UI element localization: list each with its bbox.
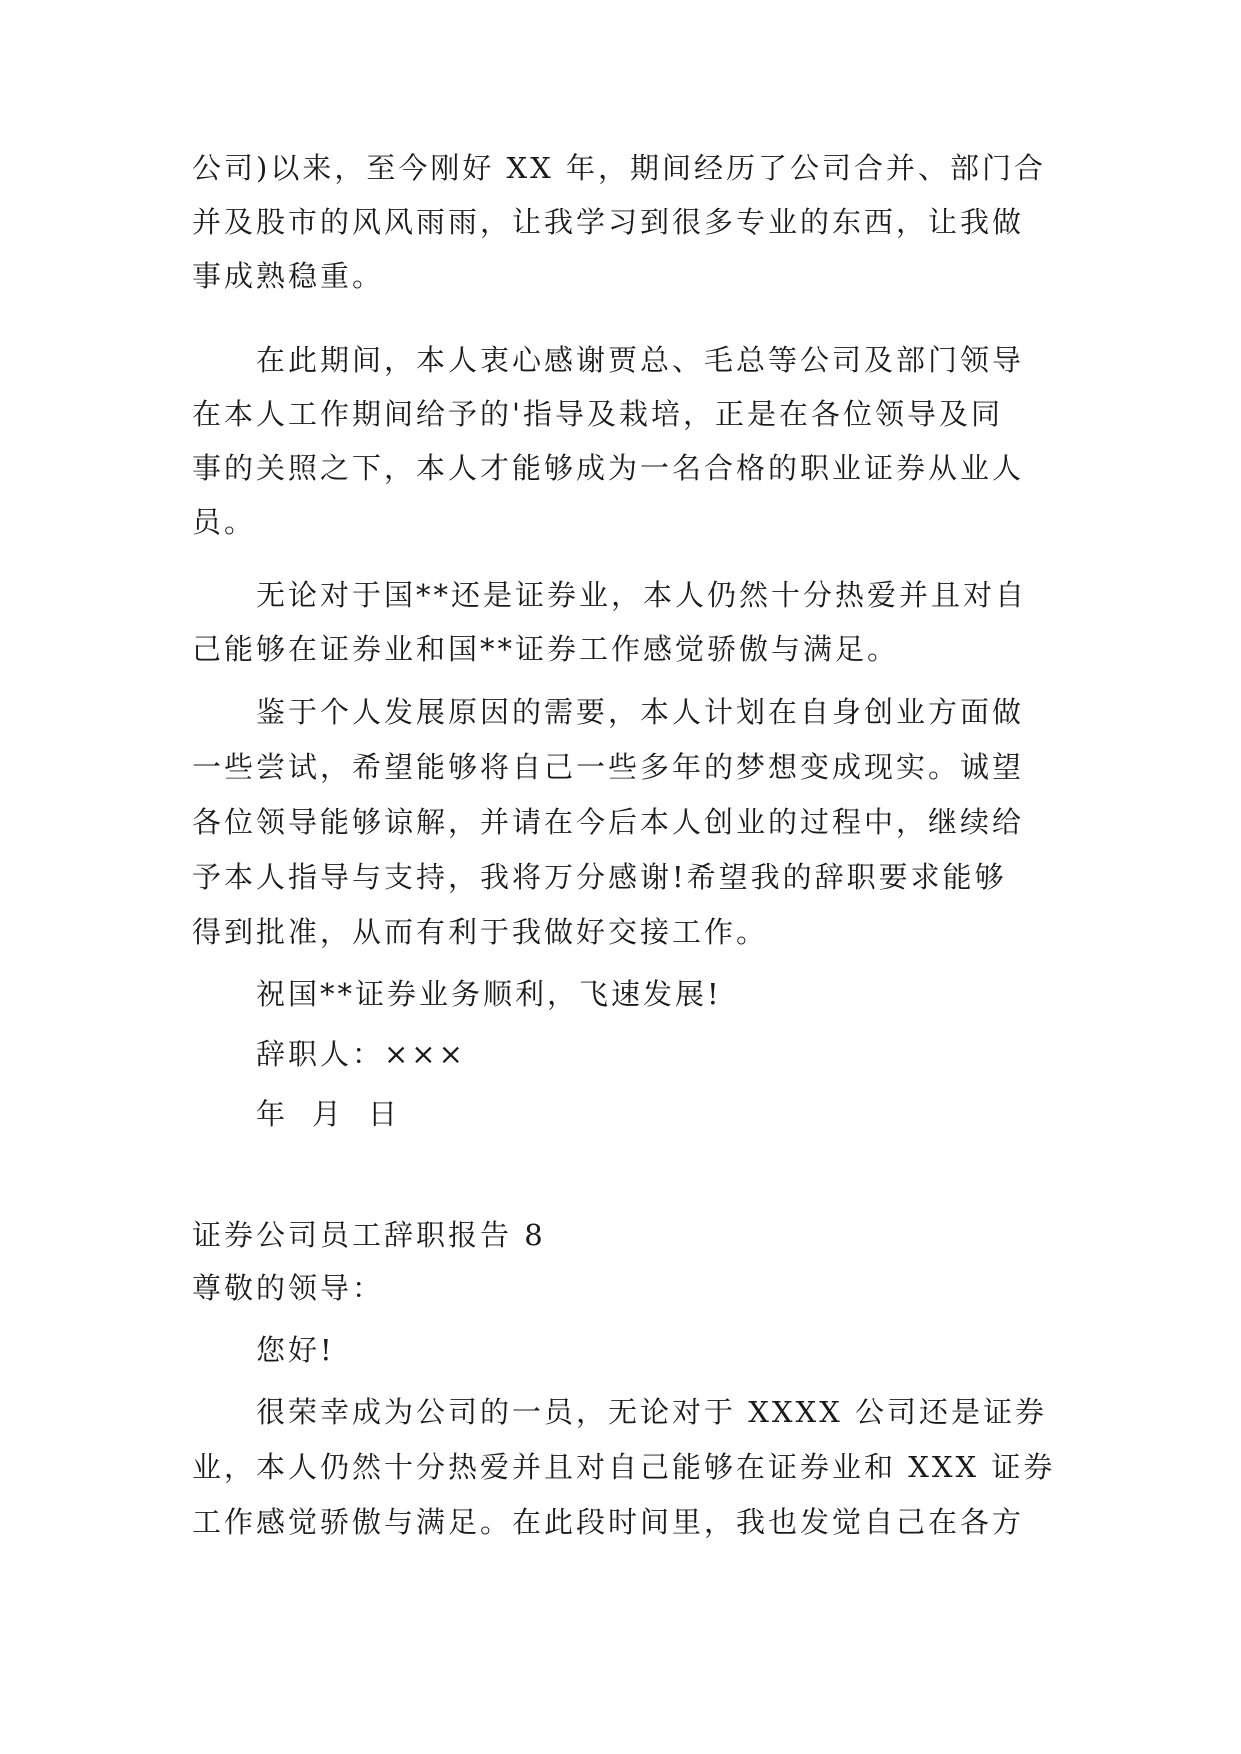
date-month: 月 (312, 1097, 345, 1131)
paragraph-3-line-1: 无论对于国**还是证券业，本人仍然十分热爱并且对自 (256, 578, 1028, 612)
paragraph-1-line-2: 并及股市的风风雨雨，让我学习到很多专业的东西，让我做 (192, 205, 1025, 239)
paragraph-2-line-2: 在本人工作期间给予的'指导及栽培，正是在各位领导及同 (192, 397, 1003, 431)
paragraph-2-line-1: 在此期间，本人衷心感谢贾总、毛总等公司及部门领导 (256, 343, 1025, 377)
date-day: 日 (368, 1097, 401, 1131)
date-line (256, 1094, 424, 1134)
resigner-signature: 辞职人：××× (256, 1037, 466, 1071)
paragraph-3-line-2: 己能够在证券业和国**证券工作感觉骄傲与满足。 (192, 632, 900, 666)
paragraph-2-line-3: 事的关照之下，本人才能够成为一名合格的职业证券从业人 (192, 451, 1025, 485)
date-year: 年 (256, 1097, 289, 1131)
greeting: 您好! (256, 1333, 335, 1367)
paragraph-5-line-3: 工作感觉骄傲与满足。在此段时间里，我也发觉自己在各方 (192, 1505, 1025, 1539)
paragraph-2-line-4: 员。 (192, 505, 257, 539)
paragraph-4-line-3: 各位领导能够谅解，并请在今后本人创业的过程中，继续给 (192, 805, 1025, 839)
paragraph-4-line-2: 一些尝试，希望能够将自己一些多年的梦想变成现实。诚望 (192, 750, 1025, 784)
salutation: 尊敬的领导： (192, 1271, 385, 1305)
paragraph-4-line-1: 鉴于个人发展原因的需要，本人计划在自身创业方面做 (256, 695, 1025, 729)
paragraph-5-line-2: 业，本人仍然十分热爱并且对自己能够在证券业和 XXX 证券 (192, 1450, 1056, 1484)
paragraph-1-line-1: 公司)以来，至今刚好 XX 年，期间经历了公司合并、部门合 (192, 151, 1047, 185)
report-title: 证券公司员工辞职报告 8 (192, 1218, 546, 1252)
paragraph-5-line-1: 很荣幸成为公司的一员，无论对于 XXXX 公司还是证券 (256, 1395, 1048, 1429)
paragraph-4-line-5: 得到批准，从而有利于我做好交接工作。 (192, 915, 769, 949)
closing-wish: 祝国**证券业务顺利，飞速发展! (256, 977, 722, 1011)
paragraph-4-line-4: 予本人指导与支持，我将万分感谢!希望我的辞职要求能够 (192, 860, 1007, 894)
paragraph-1-line-3: 事成熟稳重。 (192, 259, 385, 293)
